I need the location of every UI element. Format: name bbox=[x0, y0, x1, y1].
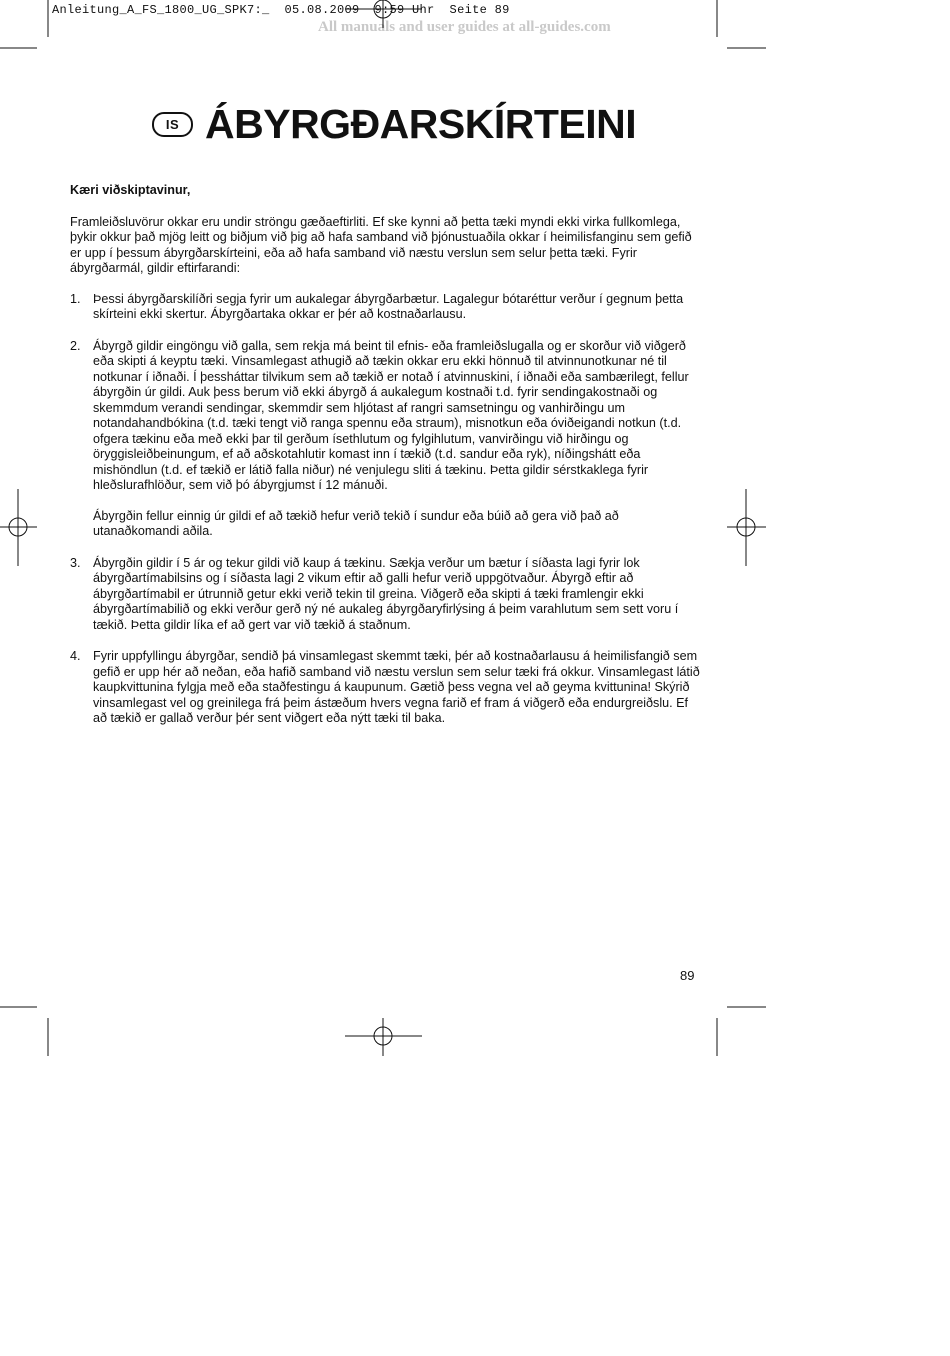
page-number: 89 bbox=[680, 968, 695, 983]
term-number: 3. bbox=[70, 555, 81, 570]
language-badge: IS bbox=[152, 112, 193, 137]
registration-mark-bottom bbox=[345, 1018, 422, 1056]
term-paragraph: Þessi ábyrgðarskilíðri segja fyrir um aukalegar ábyrgðarbætur. Lagalegur bótaréttur verður í gegnum þetta skírteini ekki skertur. Ábyrgðartaka okkar er þér að kostnaðarlausu. bbox=[93, 291, 684, 321]
page-title: ÁBYRGÐARSKÍRTEINI bbox=[205, 101, 637, 147]
registration-mark-right bbox=[727, 489, 766, 566]
warranty-term-3 bbox=[70, 556, 700, 634]
term-number: 1. bbox=[70, 291, 81, 306]
term-number: 4. bbox=[70, 649, 81, 663]
warranty-term-4 bbox=[70, 649, 700, 727]
term-paragraph: Ábyrgðin gildir í 5 ár og tekur gildi við kaup á tækinu. Sækja verður um bætur í síðasta lagi fyrir lok ábyrgðartímabilsins og í síðasta lagi 2 vikum eftir að galli hefur verið uppgötvaður. Ábyrgð eftir að ábyrgðartímabil er útrunnið getur ekki verið tekin til greina. Viðgerð eða skipti á tæki framlengir ekki ábyrgðartímabilið og ekki verður gerð ný né aukaleg ábyrgðaryfirlýsing á þeim varahlutum sem sett voru í tækið. Þetta gildir líka ef að gert var við tækið á staðnum. bbox=[93, 555, 679, 632]
term-paragraph: Fyrir uppfyllingu ábyrgðar, sendið þá vinsamlegast skemmt tæki, þér að kostnaðarlausu á heimilisfangið sem gefið er upp hér að neðan, eða hafið samband við næstu verslun sem selur tæki frá okkur. Vinsamlegast látið kaupkvittunina fylgja með eða staðfestingu á kaupunum. Gætið þess vegna vel að geyma kvittunina! Skýrið vinsamlegast vel og greinilega frá þeim ástæðum hvers vegna farið ef fram á viðgerð eða endurgreiðslu. Ef að tækið er gallað verður þér sent viðgert eða nýtt tæki til baka. bbox=[93, 649, 700, 725]
print-header: Anleitung_A_FS_1800_UG_SPK7:_ 05.08.2009 9:59 Uhr Seite 89 bbox=[52, 3, 510, 17]
title-row bbox=[152, 100, 636, 148]
warranty-term-2 bbox=[70, 339, 700, 540]
registration-mark-left bbox=[0, 489, 37, 566]
term-number: 2. bbox=[70, 338, 81, 353]
intro-paragraph: Framleiðsluvörur okkar eru undir ströngu gæðaeftirliti. Ef ske kynni að þetta tæki myndi ekki virka fullkomlega, þykir okkur það mjög leitt og biðjum við þig að hafa samband við þjónustuaðila okkar í heimilisfanginu sem gefið er upp í þessum ábyrgðarskírteini, eða að hafa samband við næstu verslun sem selur þetta tæki. Fyrir ábyrgðarmál, gildir eftirfarandi: bbox=[70, 214, 692, 275]
warranty-content bbox=[70, 183, 700, 743]
registration-mark-top bbox=[345, 0, 422, 28]
term-paragraph: Ábyrgð gildir eingöngu við galla, sem rekja má beint til efnis- eða framleiðslugalla og er skorður við viðgerð eða skipti á keyptu tæki. Vinsamlegast athugið að tækin okkar eru ekki hönnuð til atvinnunotkunar né til notkunar í iðnaði. Í þessháttar tilvikum sem að tækið er notað í atvinnuskini, í iðnaði eða sambærilegt, fellur ábyrgðin úr gildi. Auk þess berum við ekki ábyrgð á aukalegum kostnaði t.d. fyrir sendingakostnaði og skemmdum verandi sendingar, skemmdir sem hljótast af rangri samsetningu og vanhirðingu um notandahandbókina (t.d. tæki tengt við ranga spennu eða straum), misnotkun eða óviðeigandi notkun (t.d. ofgera tækinu eða með ekki þar til gerðum ísethlutum og fylgihlutum, vanvirðingu við hirðingu og öryggisleiðbeinungum, ef að aðskotahlutir komast inn í tækið (t.d. sandur eða ryk), níðingshátt eða mishöndlun (t.d. ef tækið er látið falla niður) né venjulegu sliti á tækinu. Þetta gildir sérstkaklega fyrir hleðslurafhlöður, sem við þó ábyrgjumst í 12 mánuði. bbox=[93, 338, 689, 492]
salutation: Kæri viðskiptavinur, bbox=[70, 183, 191, 197]
watermark: All manuals and user guides at all-guides.com bbox=[318, 19, 611, 35]
warranty-term-1 bbox=[70, 292, 700, 323]
warranty-terms-list bbox=[70, 292, 700, 727]
term-paragraph: Ábyrgðin fellur einnig úr gildi ef að tækið hefur verið tekið í sundur eða búið að gera við það að utanaðkomandi aðila. bbox=[93, 508, 619, 538]
